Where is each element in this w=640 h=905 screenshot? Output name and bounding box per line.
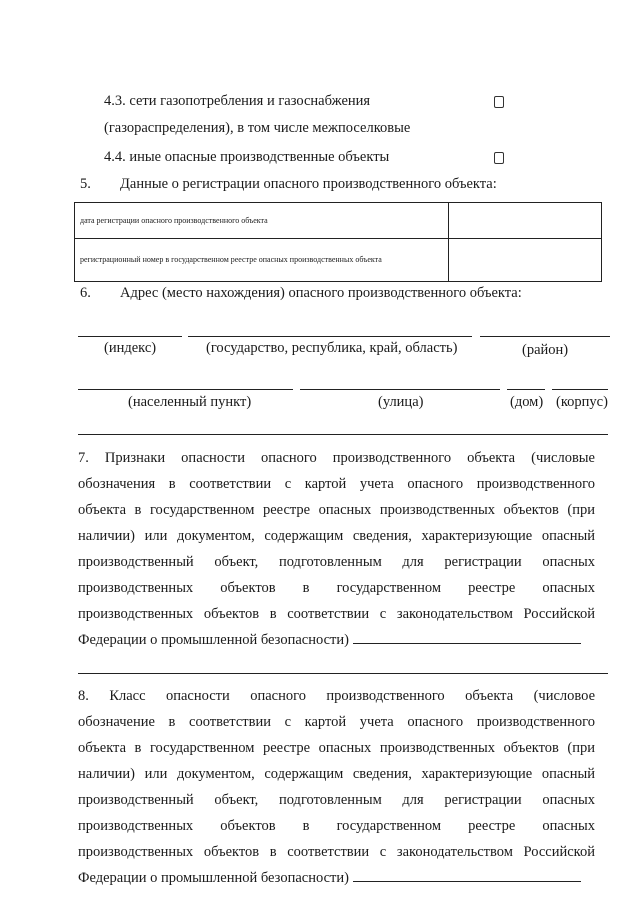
section-8-line: производственных объектов в соответствии с законодательством Российской xyxy=(78,844,595,860)
registration-number-value[interactable] xyxy=(449,239,602,282)
item-4-4-label: 4.4. иные опасные производственные объекты xyxy=(104,149,390,165)
section-5-number: 5. xyxy=(80,176,91,192)
item-4-3-checkbox[interactable] xyxy=(494,96,504,108)
section-8-line: производственных объектов в государственном реестре опасных xyxy=(78,818,595,834)
settlement-caption: (населенный пункт) xyxy=(128,394,252,410)
settlement-field[interactable] xyxy=(78,389,293,390)
section-7-last-line xyxy=(78,627,595,653)
section-8-last-line xyxy=(78,865,595,891)
section-6-title: Адрес (место нахождения) опасного производственного объекта: xyxy=(120,285,522,301)
section-7-line: обозначения в соответствии с картой учета опасного производственного xyxy=(78,476,595,492)
section-6-number: 6. xyxy=(80,285,91,301)
section-7-line: производственный объект, подготовленным для регистрации опасных xyxy=(78,554,595,570)
section-8-line: 8. Класс опасности опасного производственного объекта (числовое xyxy=(78,688,595,704)
registration-number-label: регистрационный номер в государственном реестре опасных производственных объекта xyxy=(75,239,449,282)
registration-table xyxy=(74,202,602,282)
section-8-line: Федерации о промышленной безопасности) xyxy=(78,870,349,886)
item-4-3-label: 4.3. сети газопотребления и газоснабжения xyxy=(104,93,371,109)
section-7-line: 7. Признаки опасности опасного производственного объекта (числовые xyxy=(78,450,595,466)
section-7-line: объекта в государственном реестре опасных производственных объектов (при xyxy=(78,502,595,518)
section-7-line: производственных объектов в соответствии с законодательством Российской xyxy=(78,606,595,622)
district-caption: (район) xyxy=(522,342,569,358)
section-8-line: производственный объект, подготовленным для регистрации опасных xyxy=(78,792,595,808)
state-field[interactable] xyxy=(188,336,472,337)
registration-number-row xyxy=(75,239,602,282)
section-7-paragraph xyxy=(78,445,595,653)
section-7-answer-field-2[interactable] xyxy=(78,673,608,674)
section-7-line: наличии) или документом, содержащим сведения, характеризующие опасный xyxy=(78,528,595,544)
building-field[interactable] xyxy=(552,389,608,390)
street-field[interactable] xyxy=(300,389,500,390)
district-field[interactable] xyxy=(480,336,610,337)
registration-date-value[interactable] xyxy=(449,203,602,239)
section-8-paragraph xyxy=(78,683,595,891)
street-caption: (улица) xyxy=(378,394,424,410)
section-7-line: Федерации о промышленной безопасности) xyxy=(78,632,349,648)
registration-date-label: дата регистрации опасного производственного объекта xyxy=(75,203,449,239)
house-field[interactable] xyxy=(507,389,545,390)
registration-date-row xyxy=(75,203,602,239)
state-caption: (государство, республика, край, область) xyxy=(206,340,458,356)
index-caption: (индекс) xyxy=(104,340,157,356)
house-caption: (дом) xyxy=(510,394,544,410)
section-8-line: объекта в государственном реестре опасных производственных объектов (при xyxy=(78,740,595,756)
building-caption: (корпус) xyxy=(556,394,608,410)
section-8-answer-field[interactable] xyxy=(353,869,581,882)
item-4-3-label-continued: (газораспределения), в том числе межпоселковые xyxy=(104,120,411,136)
item-4-4-checkbox[interactable] xyxy=(494,152,504,164)
section-7-line: производственных объектов в государственном реестре опасных xyxy=(78,580,595,596)
index-field[interactable] xyxy=(78,336,182,337)
section-5-title: Данные о регистрации опасного производственного объекта: xyxy=(120,176,497,192)
address-extra-field[interactable] xyxy=(78,434,608,435)
section-8-line: наличии) или документом, содержащим сведения, характеризующие опасный xyxy=(78,766,595,782)
section-8-line: обозначение в соответствии с картой учета опасного производственного xyxy=(78,714,595,730)
section-7-answer-field[interactable] xyxy=(353,631,581,644)
